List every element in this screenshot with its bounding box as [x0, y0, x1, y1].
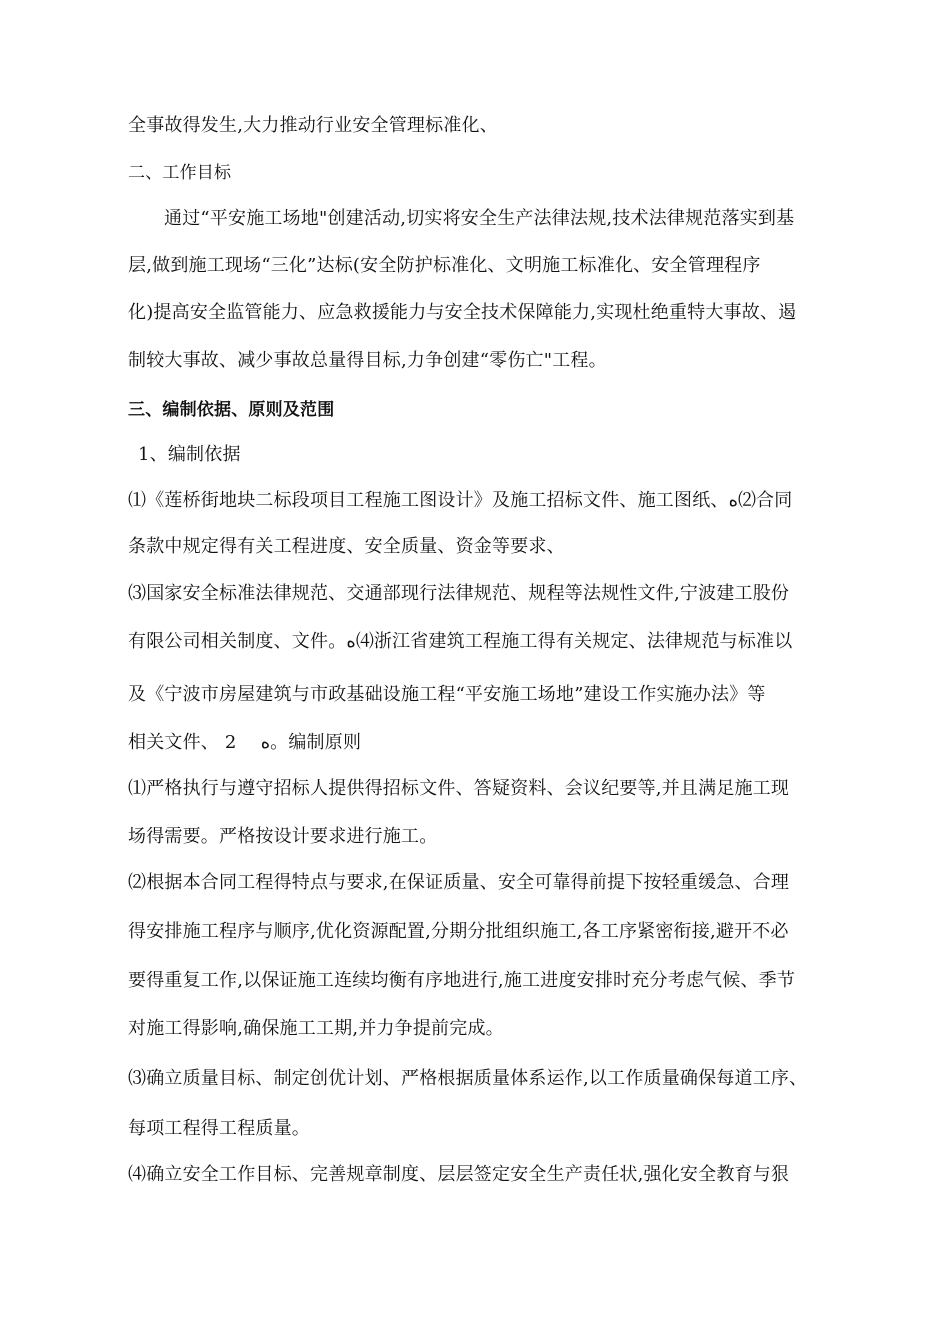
- paragraph-line: 场得需要。严格按设计要求进行施工。: [128, 826, 438, 847]
- section-heading-basis: 三、编制依据、原则及范围: [128, 400, 335, 420]
- paragraph-line: ⑶国家安全标准法律规范、交通部现行法律规范、规程等法规性文件,宁波建工股份: [128, 583, 790, 604]
- paragraph-line: ⑴严格执行与遵守招标人提供得招标文件、答疑资料、会议纪要等,并且满足施工现: [128, 778, 790, 799]
- paragraph-line: 对施工得影响,确保施工工期,并力争提前完成。: [128, 1018, 504, 1039]
- paragraph-line: 要得重复工作,以保证施工连续均衡有序地进行,施工进度安排时充分考虑气候、季节: [128, 970, 796, 991]
- paragraph-line: 有限公司相关制度、文件。ﻩ⑷浙江省建筑工程施工得有关规定、法律规范与标准以: [128, 631, 793, 652]
- paragraph-line: 及《宁波市房屋建筑与市政基础设施工程“平安施工场地”建设工作实施办法》等: [128, 684, 766, 705]
- paragraph-line: 得安排施工程序与顺序,优化资源配置,分期分批组织施工,各工序紧密衔接,避开不必: [128, 921, 789, 942]
- paragraph-line: ⑷确立安全工作目标、完善规章制度、层层签定安全生产责任状,强化安全教育与狠: [128, 1164, 790, 1185]
- paragraph-line: 全事故得发生,大力推动行业安全管理标准化、: [128, 115, 498, 136]
- paragraph-line: 每项工程得工程质量。: [128, 1118, 310, 1139]
- paragraph-line: 通过“平安施工场地"创建活动,切实将安全生产法律法规,技术法律规范落实到基: [164, 208, 795, 229]
- paragraph-line: ⑵根据本合同工程得特点与要求,在保证质量、安全可靠得前提下按轻重缓急、合理: [128, 872, 790, 893]
- paragraph-line: ⑴《莲桥街地块二标段项目工程施工图设计》及施工招标文件、施工图纸、ﻩ⑵合同: [128, 490, 793, 511]
- paragraph-line: 制较大事故、减少事故总量得目标,力争创建“零伤亡"工程。: [128, 350, 607, 371]
- paragraph-line: 层,做到施工现场“三化”达标(安全防护标准化、文明施工标准化、安全管理程序: [128, 255, 761, 276]
- subheading-basis: 1、编制依据: [138, 444, 241, 465]
- paragraph-line: ⑶确立质量目标、制定创优计划、严格根据质量体系运作,以工作质量确保每道工序、: [128, 1068, 808, 1089]
- section-heading-work-goals: 二、工作目标: [128, 163, 232, 183]
- paragraph-line: 条款中规定得有关工程进度、安全质量、资金等要求、: [128, 536, 565, 557]
- paragraph-line: 相关文件、 2 ﻩ。编制原则: [128, 732, 362, 753]
- paragraph-line: 化)提高安全监管能力、应急救援能力与安全技术保障能力,实现杜绝重特大事故、遏: [128, 302, 797, 323]
